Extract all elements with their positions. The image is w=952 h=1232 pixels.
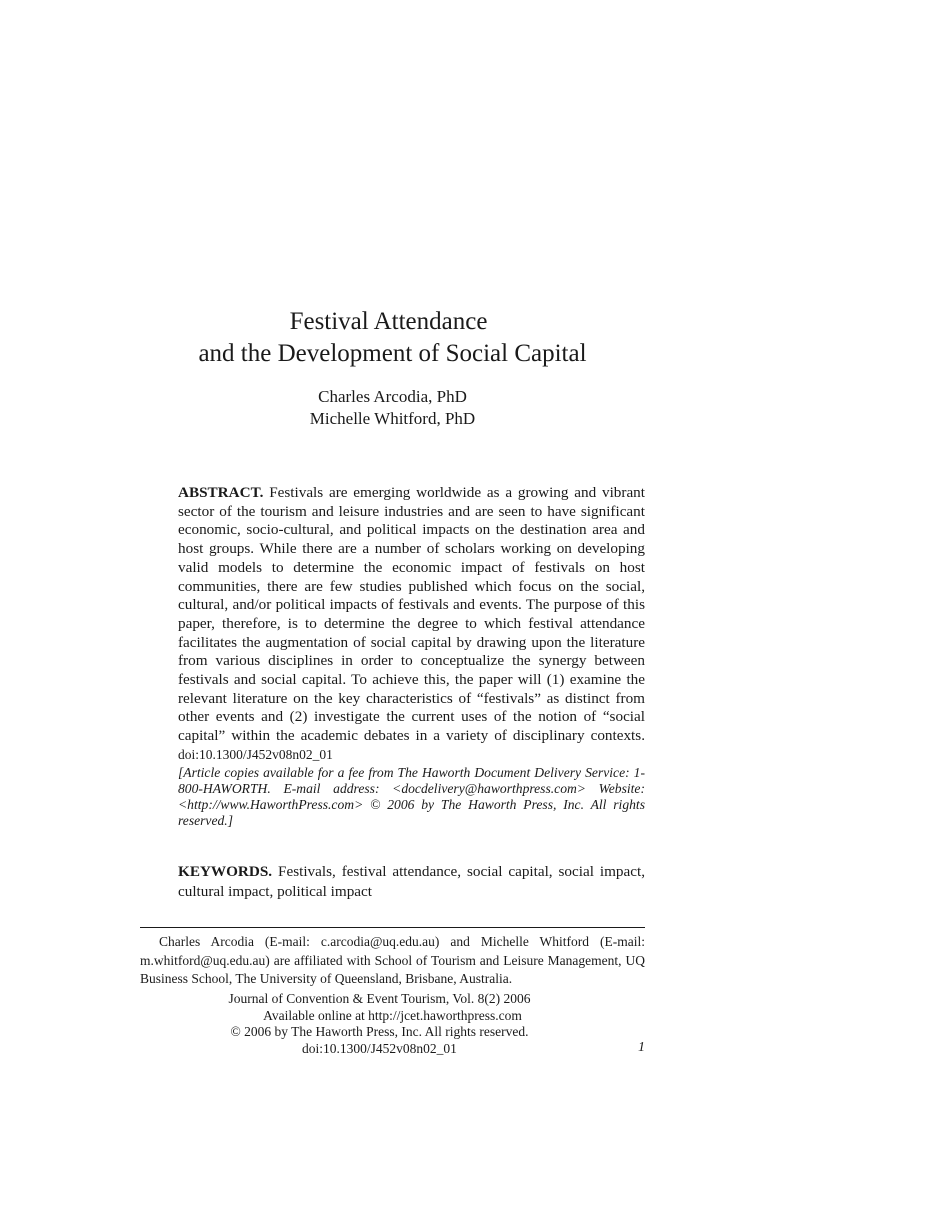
page-number: 1 [638, 1040, 645, 1055]
title-line-1: Festival Attendance [289, 308, 488, 335]
title-line-2: and the Development of Social Capital [198, 340, 587, 367]
availability-note: [Article copies available for a fee from The Haworth Document Delivery Service: 1-800-HAWORTH. E-mail address: <docdelivery@haworthpress.com> Website: <http://www.HaworthPress.com> © 2006 by The Haworth Press, Inc. All rights reserved.] [178, 764, 645, 828]
keywords-label: KEYWORDS. [178, 863, 273, 880]
author-list [140, 386, 645, 430]
author-affiliation-footnote: Charles Arcodia (E-mail: c.arcodia@uq.edu.au) and Michelle Whitford (E-mail: m.whitford@uq.edu.au) are affiliated with School of Tourism and Leisure Management, UQ Business School, The University of Queensland, Brisbane, Australia. [140, 934, 645, 986]
author-name: Charles Arcodia, PhD [318, 387, 467, 406]
abstract-label: ABSTRACT. [178, 484, 264, 501]
abstract-doi: doi:10.1300/J452v08n02_01 [178, 746, 333, 762]
abstract-text: Festivals are emerging worldwide as a growing and vibrant sector of the tourism and leisure industries and are seen to have significant economic, socio-cultural, and political impacts on the destination area and host groups. While there are a number of scholars working on developing valid models to determine the economic impact of festivals on host communities, there are few studies published which focus on the social, cultural, and/or political impacts of festivals and events. The purpose of this paper, therefore, is to determine the degree to which festival attendance facilitates the augmentation of social capital by drawing upon the literature from various disciplines in order to conceptualize the synergy between festivals and social capital. To achieve this, the paper will (1) examine the relevant literature on the key characteristics of “festivals” as distinct from other events and (2) investigate the current uses of the notion of “social capital” within the academic debates in a variety of disciplinary contexts. [178, 484, 645, 745]
journal-online: Available online at http://jcet.haworthpress.com [263, 1007, 522, 1023]
paper-title [140, 306, 645, 370]
keywords-text: Festivals, festival attendance, social capital, social impact, cultural impact, political impact [178, 863, 645, 900]
author-name: Michelle Whitford, PhD [309, 409, 476, 428]
footnote-divider [140, 927, 645, 928]
journal-doi: doi:10.1300/J452v08n02_01 [302, 1040, 457, 1056]
journal-copyright: © 2006 by The Haworth Press, Inc. All rights reserved. [230, 1024, 529, 1039]
journal-citation: Journal of Convention & Event Tourism, Vol. 8(2) 2006 [228, 991, 531, 1006]
journal-info [140, 991, 645, 1057]
abstract [178, 484, 645, 829]
keywords [178, 862, 645, 902]
